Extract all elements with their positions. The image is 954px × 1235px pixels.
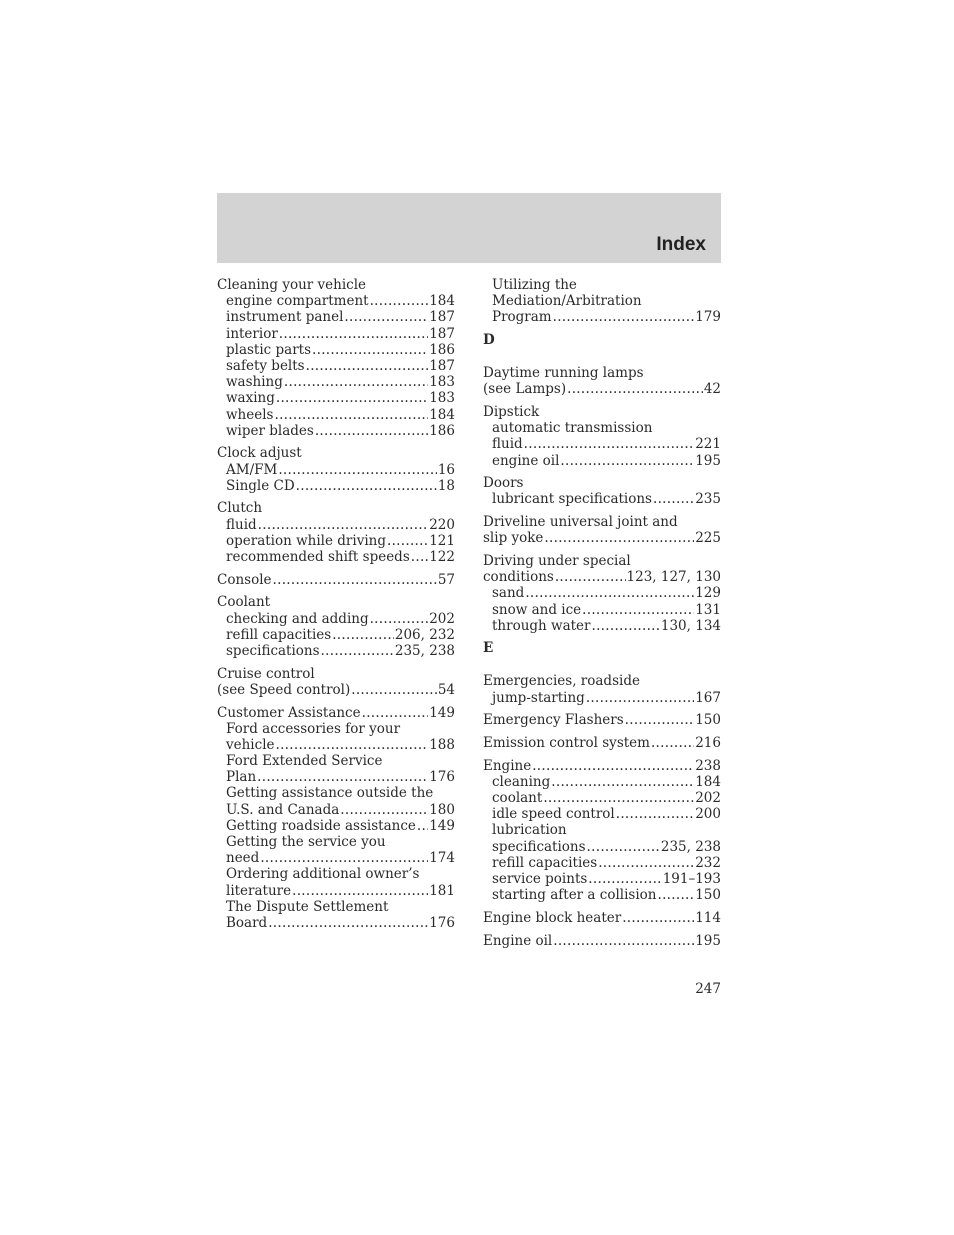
index-entry xyxy=(217,277,455,293)
index-subentry xyxy=(217,326,455,342)
entry-text: through water xyxy=(492,617,591,634)
entry-text: Driving under special xyxy=(483,552,631,569)
entry-text: wheels xyxy=(226,406,274,423)
dot-leader xyxy=(560,453,694,469)
index-subentry xyxy=(483,887,721,903)
dot-leader xyxy=(582,602,694,618)
entry-page-reference: 184 xyxy=(429,406,455,423)
entry-text: Coolant xyxy=(217,594,271,611)
dot-leader xyxy=(588,871,661,887)
index-subentry xyxy=(217,611,455,627)
dot-leader xyxy=(362,705,429,721)
entry-text: Getting the service you xyxy=(226,834,386,850)
index-subentry xyxy=(217,533,455,549)
entry-page-reference: 238 xyxy=(695,757,721,774)
entry-page-reference: 130, 134 xyxy=(660,617,721,634)
index-subentry xyxy=(217,866,455,882)
entry-text: fluid xyxy=(226,516,257,533)
entry-page-reference: 195 xyxy=(695,932,721,949)
entry-text: Dipstick xyxy=(483,403,540,420)
index-subentry xyxy=(217,342,455,358)
dot-leader xyxy=(587,839,660,855)
dot-leader xyxy=(260,850,428,866)
entry-page-reference: 235, 238 xyxy=(394,642,455,659)
page-number: 247 xyxy=(695,981,721,997)
dot-leader xyxy=(525,585,694,601)
dot-leader xyxy=(340,802,428,818)
dot-leader xyxy=(292,883,428,899)
index-subentry xyxy=(483,602,721,618)
index-subentry xyxy=(217,785,455,801)
dot-leader xyxy=(258,517,429,533)
entry-page-reference: 186 xyxy=(429,422,455,439)
entry-text: Ford accessories for your xyxy=(226,720,401,737)
index-subentry xyxy=(483,293,721,309)
entry-page-reference: 167 xyxy=(695,689,721,706)
index-subentry xyxy=(483,420,721,436)
entry-page-reference: 176 xyxy=(429,769,455,786)
dot-leader xyxy=(321,643,394,659)
index-subentry xyxy=(217,309,455,325)
entry-page-reference: 184 xyxy=(429,293,455,310)
index-entry xyxy=(217,500,455,516)
index-entry xyxy=(483,475,721,491)
dot-leader xyxy=(268,915,428,931)
entry-page-reference: 121 xyxy=(429,532,455,549)
entry-text: Plan xyxy=(226,769,257,786)
index-entry xyxy=(217,594,455,610)
index-entry xyxy=(483,530,721,546)
entry-text: Ordering additional owner’s xyxy=(226,866,420,883)
entry-text: Doors xyxy=(483,475,524,492)
entry-text: Emergencies, roadside xyxy=(483,673,640,690)
dot-leader xyxy=(279,326,428,342)
entry-text: interior xyxy=(226,325,278,342)
entry-text: automatic transmission xyxy=(492,420,653,437)
entry-page-reference: 114 xyxy=(695,909,721,926)
entry-text: literature xyxy=(226,882,292,899)
index-subentry xyxy=(483,309,721,325)
entry-page-reference: 183 xyxy=(429,374,455,391)
entry-page-reference: 131 xyxy=(695,601,721,618)
index-subentry xyxy=(217,517,455,533)
entry-spacer xyxy=(483,656,721,673)
dot-leader xyxy=(306,358,429,374)
entry-text: idle speed control xyxy=(492,806,615,823)
dot-leader xyxy=(296,478,437,494)
dot-leader xyxy=(370,293,429,309)
entry-text: checking and adding xyxy=(226,610,369,627)
dot-leader xyxy=(657,887,694,903)
section-letter: E xyxy=(483,640,494,657)
entry-text: Engine block heater xyxy=(483,909,622,926)
entry-text: Cleaning your vehicle xyxy=(217,277,367,293)
entry-page-reference: 184 xyxy=(695,773,721,790)
dot-leader xyxy=(524,436,695,452)
entry-page-reference: 235, 238 xyxy=(660,838,721,855)
index-column-left xyxy=(217,277,455,931)
dot-leader xyxy=(411,549,428,565)
index-subentry xyxy=(483,277,721,293)
index-subentry xyxy=(483,690,721,706)
dot-leader xyxy=(315,423,428,439)
entry-page-reference: 129 xyxy=(695,585,721,602)
entry-text: operation while driving xyxy=(226,532,386,549)
dot-leader xyxy=(278,462,437,478)
dot-leader xyxy=(332,627,394,643)
entry-text: recommended shift speeds xyxy=(226,549,410,565)
entry-page-reference: 235 xyxy=(695,491,721,508)
dot-leader xyxy=(417,818,428,834)
index-subentry xyxy=(217,721,455,737)
entry-text: lubrication xyxy=(492,822,567,839)
dot-leader xyxy=(551,774,694,790)
entry-page-reference: 183 xyxy=(429,390,455,407)
entry-text: washing xyxy=(226,374,283,391)
dot-leader xyxy=(567,381,703,397)
entry-text: engine compartment xyxy=(226,293,369,310)
entry-page-reference: 18 xyxy=(437,477,455,494)
index-subentry xyxy=(483,585,721,601)
index-entry xyxy=(217,666,455,682)
index-entry xyxy=(483,569,721,585)
entry-page-reference: 225 xyxy=(695,530,721,547)
dot-leader xyxy=(284,374,428,390)
index-subentry xyxy=(217,293,455,309)
entry-text: Cruise control xyxy=(217,665,315,682)
entry-spacer xyxy=(483,348,721,365)
entry-page-reference: 188 xyxy=(429,736,455,753)
index-entry xyxy=(483,404,721,420)
index-subentry xyxy=(217,390,455,406)
index-subentry xyxy=(483,774,721,790)
entry-page-reference: 202 xyxy=(695,790,721,806)
entry-page-reference: 149 xyxy=(429,817,455,834)
entry-text: U.S. and Canada xyxy=(226,801,340,818)
dot-leader xyxy=(370,611,429,627)
dot-leader xyxy=(276,737,429,753)
entry-text: cleaning xyxy=(492,773,551,790)
dot-leader xyxy=(616,806,694,822)
entry-text: vehicle xyxy=(226,736,275,753)
entry-page-reference: 54 xyxy=(437,681,455,698)
index-subentry xyxy=(217,358,455,374)
entry-text: refill capacities xyxy=(492,854,598,871)
entry-text: Customer Assistance xyxy=(217,704,361,721)
index-subentry xyxy=(483,871,721,887)
index-subentry xyxy=(217,883,455,899)
index-entry xyxy=(483,712,721,728)
entry-text: fluid xyxy=(492,436,523,453)
entry-text: specifications xyxy=(492,838,586,855)
index-subentry xyxy=(483,822,721,838)
entry-text: snow and ice xyxy=(492,601,582,618)
entry-text: lubricant specifications xyxy=(492,491,652,508)
dot-leader xyxy=(312,342,428,358)
entry-text: slip yoke xyxy=(483,530,544,547)
index-subentry xyxy=(483,855,721,871)
index-entry xyxy=(483,514,721,530)
entry-text: Utilizing the xyxy=(492,277,577,293)
entry-text: Mediation/Arbitration xyxy=(492,293,642,310)
entry-page-reference: 232 xyxy=(695,854,721,871)
index-subentry xyxy=(217,769,455,785)
entry-text: Emission control system xyxy=(483,734,650,751)
dot-leader xyxy=(532,758,694,774)
index-subentry xyxy=(483,618,721,634)
index-subentry xyxy=(217,423,455,439)
index-subentry xyxy=(217,374,455,390)
entry-text: conditions xyxy=(483,569,554,586)
entry-page-reference: 179 xyxy=(695,309,721,326)
index-subentry xyxy=(217,753,455,769)
entry-page-reference: 220 xyxy=(429,516,455,533)
dot-leader xyxy=(592,618,660,634)
dot-leader xyxy=(273,572,437,588)
dot-leader xyxy=(543,790,694,806)
index-subentry xyxy=(217,549,455,565)
entry-page-reference: 221 xyxy=(695,436,721,453)
dot-leader xyxy=(625,712,695,728)
entry-text: plastic parts xyxy=(226,341,312,358)
entry-page-reference: 186 xyxy=(429,341,455,358)
entry-page-reference: 123, 127, 130 xyxy=(626,569,721,586)
entry-page-reference: 150 xyxy=(695,712,721,729)
entry-text: Program xyxy=(492,309,552,326)
entry-text: Getting assistance outside the xyxy=(226,785,434,802)
entry-text: The Dispute Settlement xyxy=(226,898,389,915)
index-entry xyxy=(483,735,721,751)
entry-text: Getting roadside assistance xyxy=(226,817,416,834)
index-entry xyxy=(483,758,721,774)
dot-leader xyxy=(276,390,428,406)
entry-page-reference: 206, 232 xyxy=(394,626,455,643)
entry-page-reference: 57 xyxy=(437,571,455,588)
dot-leader xyxy=(555,569,626,585)
index-subentry xyxy=(217,915,455,931)
entry-page-reference: 150 xyxy=(695,887,721,904)
dot-leader xyxy=(586,690,694,706)
entry-text: Console xyxy=(217,571,272,588)
index-entry xyxy=(217,445,455,461)
dot-leader xyxy=(257,769,428,785)
index-subentry xyxy=(217,627,455,643)
entry-page-reference: 200 xyxy=(695,806,721,823)
entry-text: engine oil xyxy=(492,452,560,469)
page-title: Index xyxy=(656,234,706,255)
index-subentry xyxy=(483,806,721,822)
entry-text: sand xyxy=(492,585,525,602)
dot-leader xyxy=(387,533,428,549)
entry-text: Clutch xyxy=(217,500,263,517)
index-subentry xyxy=(217,834,455,850)
index-subentry xyxy=(217,899,455,915)
index-subentry xyxy=(217,737,455,753)
entry-text: (see Speed control) xyxy=(217,681,351,698)
index-column-right xyxy=(483,277,721,949)
index-subentry xyxy=(217,478,455,494)
entry-page-reference: 180 xyxy=(429,801,455,818)
index-subentry xyxy=(217,462,455,478)
entry-page-reference: 187 xyxy=(429,325,455,342)
dot-leader xyxy=(651,735,694,751)
entry-page-reference: 191–193 xyxy=(662,870,721,887)
dot-leader xyxy=(344,309,428,325)
entry-text: Driveline universal joint and xyxy=(483,514,678,531)
entry-page-reference: 187 xyxy=(429,309,455,326)
dot-leader xyxy=(653,491,694,507)
entry-page-reference: 174 xyxy=(429,850,455,867)
index-entry xyxy=(217,572,455,588)
entry-page-reference: 16 xyxy=(437,461,455,478)
index-entry xyxy=(483,933,721,949)
index-subentry xyxy=(483,491,721,507)
entry-page-reference: 187 xyxy=(429,357,455,374)
entry-text: Emergency Flashers xyxy=(483,712,624,729)
entry-text: specifications xyxy=(226,642,320,659)
entry-page-reference: 176 xyxy=(429,914,455,931)
dot-leader xyxy=(544,530,694,546)
entry-text: coolant xyxy=(492,790,543,806)
dot-leader xyxy=(351,682,437,698)
dot-leader xyxy=(622,910,694,926)
index-subentry xyxy=(217,818,455,834)
entry-text: Single CD xyxy=(226,477,295,494)
entry-text: starting after a collision xyxy=(492,887,657,904)
entry-text: Clock adjust xyxy=(217,445,302,462)
entry-text: wiper blades xyxy=(226,422,314,439)
index-subentry xyxy=(483,790,721,806)
entry-text: service points xyxy=(492,870,588,887)
entry-text: Board xyxy=(226,914,268,931)
entry-text: (see Lamps) xyxy=(483,381,567,398)
entry-page-reference: 42 xyxy=(703,381,721,398)
entry-text: jump-starting xyxy=(492,689,585,706)
entry-text: instrument panel xyxy=(226,309,344,326)
index-subentry xyxy=(483,839,721,855)
dot-leader xyxy=(553,933,694,949)
index-header-bar xyxy=(217,193,721,263)
entry-text: safety belts xyxy=(226,357,305,374)
section-letter: D xyxy=(483,332,495,349)
index-entry xyxy=(483,365,721,381)
index-entry xyxy=(217,705,455,721)
index-subentry xyxy=(217,407,455,423)
index-subentry xyxy=(217,643,455,659)
entry-page-reference: 195 xyxy=(695,452,721,469)
dot-leader xyxy=(598,855,694,871)
entry-page-reference: 149 xyxy=(429,704,455,721)
index-entry xyxy=(483,553,721,569)
dot-leader xyxy=(553,309,695,325)
entry-text: waxing xyxy=(226,390,275,407)
entry-text: Engine xyxy=(483,757,532,774)
entry-page-reference: 216 xyxy=(695,734,721,751)
entry-text: Ford Extended Service xyxy=(226,753,383,770)
entry-text: Daytime running lamps xyxy=(483,365,644,382)
index-subentry xyxy=(217,850,455,866)
index-subentry xyxy=(217,802,455,818)
index-subentry xyxy=(483,453,721,469)
index-entry xyxy=(483,673,721,689)
entry-text: need xyxy=(226,850,260,867)
entry-text: AM/FM xyxy=(226,461,278,478)
entry-text: refill capacities xyxy=(226,626,332,643)
entry-text: Engine oil xyxy=(483,932,553,949)
dot-leader xyxy=(274,407,428,423)
index-entry xyxy=(217,682,455,698)
index-entry xyxy=(483,381,721,397)
entry-page-reference: 202 xyxy=(429,610,455,627)
entry-page-reference: 122 xyxy=(429,549,455,565)
index-entry xyxy=(483,910,721,926)
index-subentry xyxy=(483,436,721,452)
entry-page-reference: 181 xyxy=(429,882,455,899)
